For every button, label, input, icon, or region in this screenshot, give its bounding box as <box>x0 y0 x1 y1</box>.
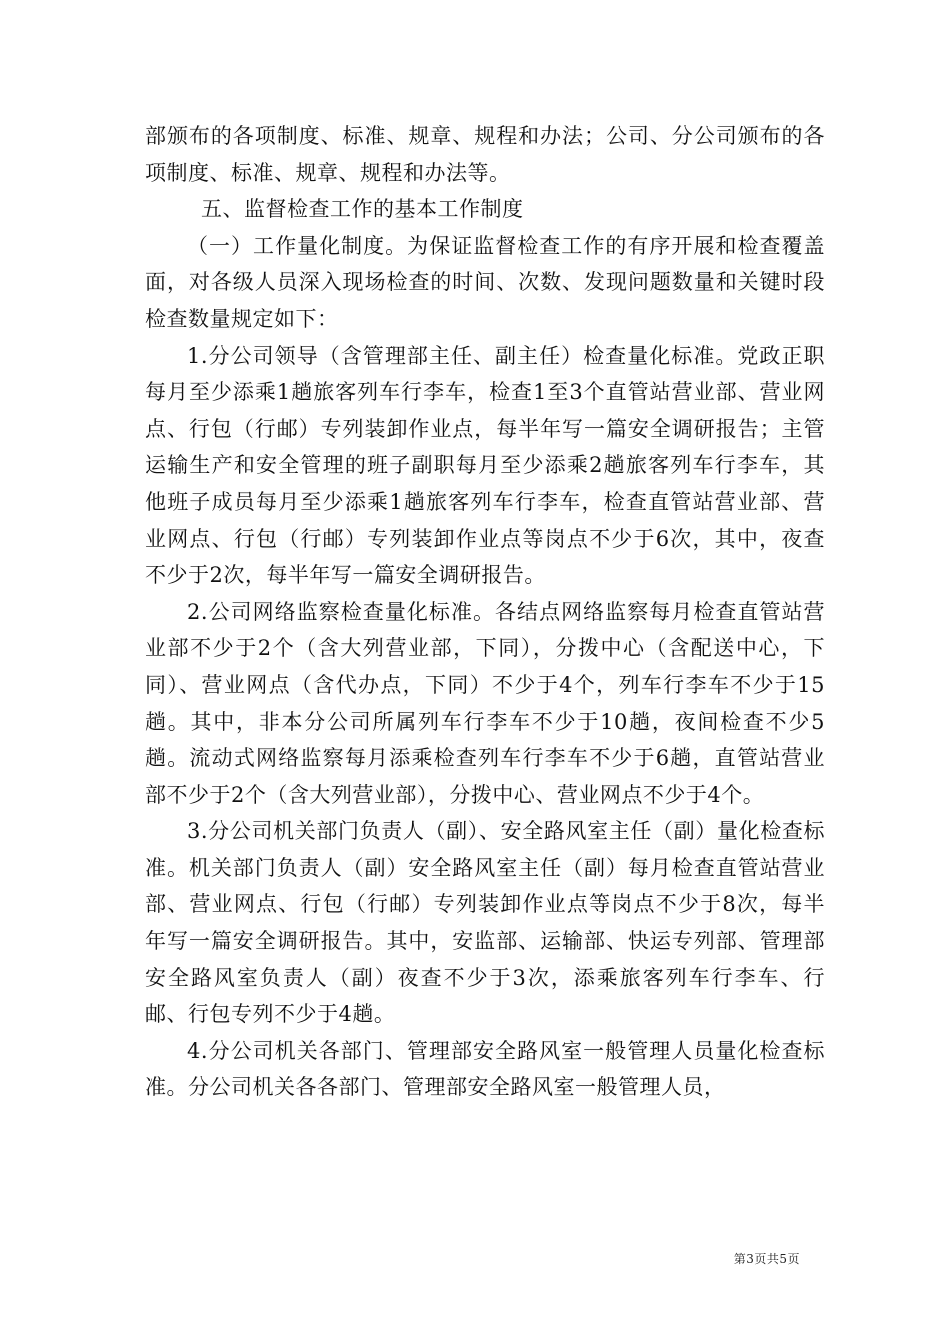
section-heading: 五、监督检查工作的基本工作制度 <box>201 197 524 222</box>
paragraph-item-2: 2.公司网络监察检查量化标准。各结点网络监察每月检查直管站营业部不少于2个（含大列营业部，下同），分拨中心（含配送中心，下同）、营业网点（含代办点，下同）不少于4个，列车行李车不少于15趟。其中，非本分公司所属列车行李车不少于10趟，夜间检查不少5趟。流动式网络监察每月添乘检查列车行李车不少于6趟，直管站营业部不少于2个（含大列营业部），分拨中心、营业网点不少于4个。 <box>145 599 825 807</box>
document-body <box>145 118 825 1106</box>
paragraph-item-3: 3.分公司机关部门负责人（副）、安全路风室主任（副）量化检查标准。机关部门负责人（副）安全路风室主任（副）每月检查直管站营业部、营业网点、行包（行邮）专列装卸作业点等岗点不少于8次，每半年写一篇安全调研报告。其中，安监部、运输部、快运专列部、管理部安全路风室负责人（副）夜查不少于3次，添乘旅客列车行李车、行邮、行包专列不少于4趟。 <box>145 819 825 1027</box>
paragraph-item-1: 1.分公司领导（含管理部主任、副主任）检查量化标准。党政正职每月至少添乘1趟旅客列车行李车，检查1至3个直管站营业部、营业网点、行包（行邮）专列装卸作业点，每半年写一篇安全调研报告；主管运输生产和安全管理的班子副职每月至少添乘2趟旅客列车行李车，其他班子成员每月至少添乘1趟旅客列车行李车，检查直管站营业部、营业网点、行包（行邮）专列装卸作业点等岗点不少于6次，其中，夜查不少于2次，每半年写一篇安全调研报告。 <box>145 343 825 588</box>
paragraph-item-4: 4.分公司机关各部门、管理部安全路风室一般管理人员量化检查标准。分公司机关各各部门、管理部安全路风室一般管理人员， <box>145 1038 825 1100</box>
page-number-footer: 第3页共5页 <box>733 1252 800 1266</box>
paragraph-continuation: 部颁布的各项制度、标准、规章、规程和办法；公司、分公司颁布的各项制度、标准、规章、规程和办法等。 <box>145 124 825 185</box>
paragraph-subsection-1: （一）工作量化制度。为保证监督检查工作的有序开展和检查覆盖面，对各级人员深入现场检查的时间、次数、发现问题数量和关键时段检查数量规定如下： <box>145 233 825 331</box>
